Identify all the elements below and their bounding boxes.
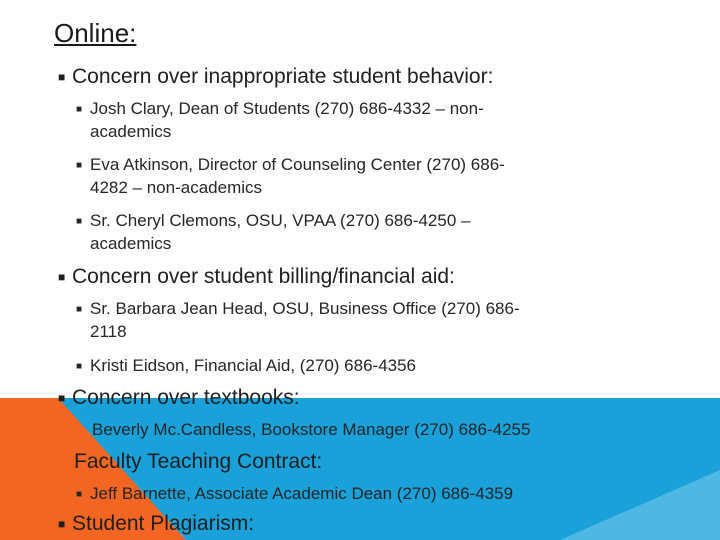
section-title-text: Concern over student billing/financial aid: [72, 265, 455, 288]
section-title-billing [58, 264, 455, 290]
list-item [76, 298, 676, 343]
square-bullet-icon: ■ [58, 391, 66, 405]
section-title-text: Concern over textbooks: [72, 386, 300, 409]
list-item-line: Kristi Eidson, Financial Aid, (270) 686-4356 [90, 356, 417, 375]
list-item-line: Beverly Mc.Candless, Bookstore Manager (270) 686-4255 [92, 420, 531, 439]
square-bullet-icon: ■ [76, 489, 83, 500]
page-title: Online: [54, 18, 137, 48]
section-title-behavior [58, 64, 493, 90]
list-item [92, 419, 530, 441]
section-title-text: Concern over inappropriate student behavior: [72, 65, 494, 88]
list-item [76, 154, 676, 199]
list-item-line: Eva Atkinson, Director of Counseling Center (270) 686- [90, 155, 505, 174]
list-item-line: 2118 [90, 322, 127, 341]
section-title-text: Student Plagiarism: [72, 512, 255, 535]
list-item [76, 483, 676, 506]
list-item [76, 210, 676, 255]
section-title-contract [74, 449, 322, 475]
list-item-line: Sr. Barbara Jean Head, OSU, Business Office (270) 686- [90, 299, 520, 318]
square-bullet-icon: ■ [76, 361, 83, 372]
section-title-textbooks [58, 385, 300, 411]
list-item-line: Jeff Barnette, Associate Academic Dean (270) 686-4359 [90, 484, 514, 503]
square-bullet-icon: ■ [58, 517, 66, 531]
list-item-line: Sr. Cheryl Clemons, OSU, VPAA (270) 686-4250 – [90, 211, 471, 230]
square-bullet-icon: ■ [76, 216, 83, 227]
list-item [76, 355, 676, 378]
section-title-plagiarism [58, 511, 254, 537]
list-item-line: Josh Clary, Dean of Students (270) 686-4332 – non- [90, 99, 484, 118]
list-item-line: 4282 – non-academics [90, 178, 263, 197]
square-bullet-icon: ■ [58, 70, 66, 84]
square-bullet-icon: ■ [76, 304, 83, 315]
square-bullet-icon: ■ [76, 160, 83, 171]
list-item-line: academics [90, 122, 172, 141]
square-bullet-icon: ■ [76, 104, 83, 115]
list-item-line: academics [90, 234, 172, 253]
list-item [76, 98, 676, 143]
square-bullet-icon: ■ [58, 270, 66, 284]
section-title-text: Faculty Teaching Contract: [74, 450, 323, 473]
